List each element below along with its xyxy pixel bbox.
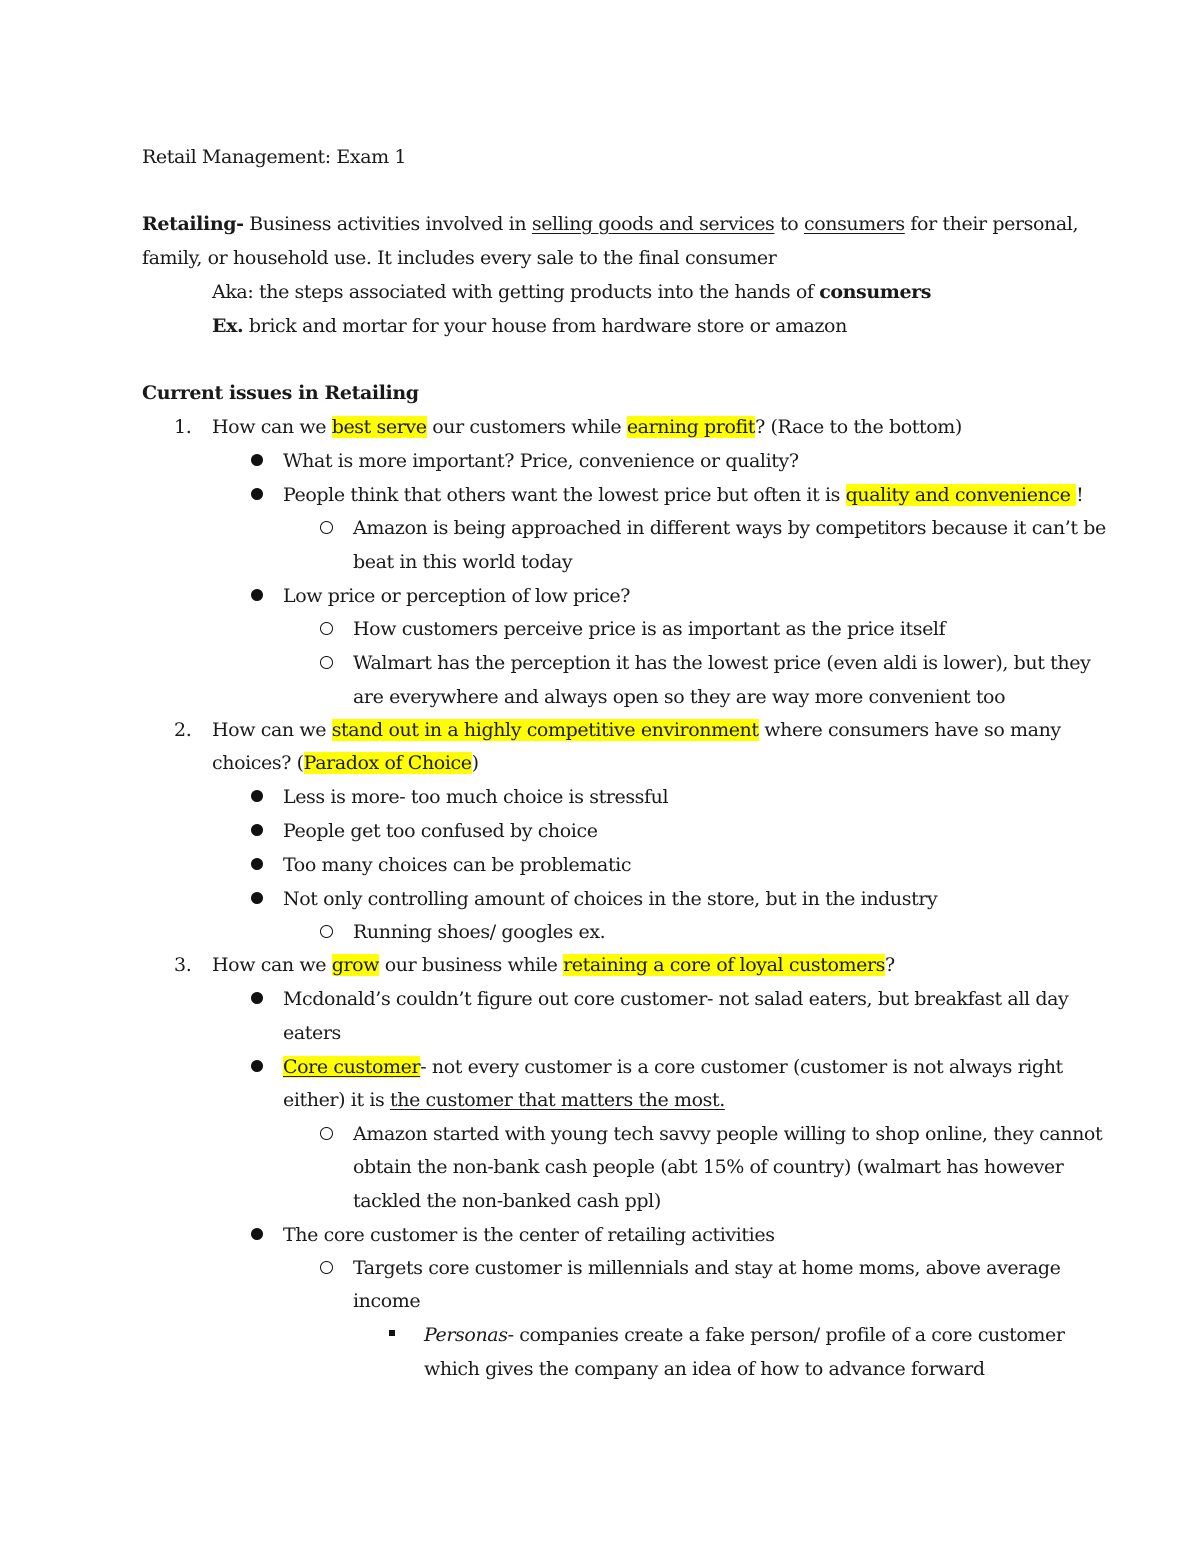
q1-sub-1-line-2: beat in this world today	[353, 551, 573, 573]
q3-bullet-2-line-1: Core customer- not every customer is a core customer (customer is not always right	[283, 1056, 1063, 1078]
bullet-icon	[251, 790, 263, 802]
bullet-icon	[251, 858, 263, 870]
retailing-example: Ex. brick and mortar for your house from hardware store or amazon	[212, 315, 847, 337]
q2-bullet-3: Too many choices can be problematic	[283, 854, 632, 876]
q2-text-line-2: choices? (Paradox of Choice)	[212, 752, 479, 774]
bullet-icon	[251, 1228, 263, 1240]
bullet-icon	[251, 1060, 263, 1072]
bullet-icon	[251, 824, 263, 836]
circle-bullet-icon	[320, 521, 333, 534]
q3-sub-1-line-3: tackled the non-banked cash ppl)	[353, 1190, 661, 1212]
q2-bullet-4: Not only controlling amount of choices in the store, but in the industry	[283, 888, 938, 910]
q2-bullet-1: Less is more- too much choice is stressful	[283, 786, 669, 808]
q1-sub-2: How customers perceive price is as important as the price itself	[353, 618, 946, 640]
q1-sub-3-line-2: are everywhere and always open so they are way more convenient too	[353, 686, 1006, 708]
retailing-aka: Aka: the steps associated with getting products into the hands of consumers	[212, 281, 932, 303]
q3-bullet-1-line-2: eaters	[283, 1022, 341, 1044]
issues-heading: Current issues in Retailing	[142, 382, 419, 404]
q3-sub-2-line-1: Targets core customer is millennials and stay at home moms, above average	[353, 1257, 1061, 1279]
q1-bullet-3: Low price or perception of low price?	[283, 585, 631, 607]
q3-bullet-1-line-1: Mcdonald’s couldn’t figure out core customer- not salad eaters, but breakfast all day	[283, 988, 1069, 1010]
bullet-icon	[251, 589, 263, 601]
q3-number: 3.	[174, 954, 192, 976]
circle-bullet-icon	[320, 1127, 333, 1140]
bullet-icon	[251, 454, 263, 466]
q3-text: How can we grow our business while retaining a core of loyal customers?	[212, 954, 895, 976]
bullet-icon	[251, 892, 263, 904]
circle-bullet-icon	[320, 622, 333, 635]
q3-tertiary-1-line-2: which gives the company an idea of how to advance forward	[424, 1358, 985, 1380]
q3-sub-1-line-2: obtain the non-bank cash people (abt 15% of country) (walmart has however	[353, 1156, 1064, 1178]
bullet-icon	[251, 488, 263, 500]
q1-text: How can we best serve our customers while earning profit? (Race to the bottom)	[212, 416, 962, 438]
q3-tertiary-1-line-1: Personas- companies create a fake person/ profile of a core customer	[424, 1324, 1065, 1346]
bullet-icon	[251, 992, 263, 1004]
q1-bullet-2: People think that others want the lowest price but often it is quality and convenience !	[283, 484, 1084, 506]
circle-bullet-icon	[320, 656, 333, 669]
document-title: Retail Management: Exam 1	[142, 146, 407, 168]
q1-sub-3-line-1: Walmart has the perception it has the lowest price (even aldi is lower), but they	[353, 652, 1091, 674]
q3-sub-2-line-2: income	[353, 1290, 421, 1312]
q2-number: 2.	[174, 719, 192, 741]
q1-bullet-1: What is more important? Price, convenience or quality?	[283, 450, 799, 472]
q2-sub-1: Running shoes/ googles ex.	[353, 921, 606, 943]
q1-number: 1.	[174, 416, 192, 438]
circle-bullet-icon	[320, 925, 333, 938]
q2-bullet-2: People get too confused by choice	[283, 820, 598, 842]
q3-bullet-2-line-2: either) it is the customer that matters the most.	[283, 1089, 725, 1111]
q1-sub-1-line-1: Amazon is being approached in different ways by competitors because it can’t be	[353, 517, 1106, 539]
q3-bullet-3: The core customer is the center of retailing activities	[283, 1224, 775, 1246]
retailing-term: Retailing-	[142, 213, 244, 235]
retailing-definition-line-2: family, or household use. It includes every sale to the final consumer	[142, 247, 777, 269]
q3-sub-1-line-1: Amazon started with young tech savvy people willing to shop online, they cannot	[353, 1123, 1103, 1145]
circle-bullet-icon	[320, 1261, 333, 1274]
q2-text-line-1: How can we stand out in a highly competitive environment where consumers have so many	[212, 719, 1061, 741]
square-bullet-icon	[389, 1330, 395, 1336]
retailing-definition-line-1: Retailing- Business activities involved in selling goods and services to consumers for their personal,	[142, 213, 1079, 235]
